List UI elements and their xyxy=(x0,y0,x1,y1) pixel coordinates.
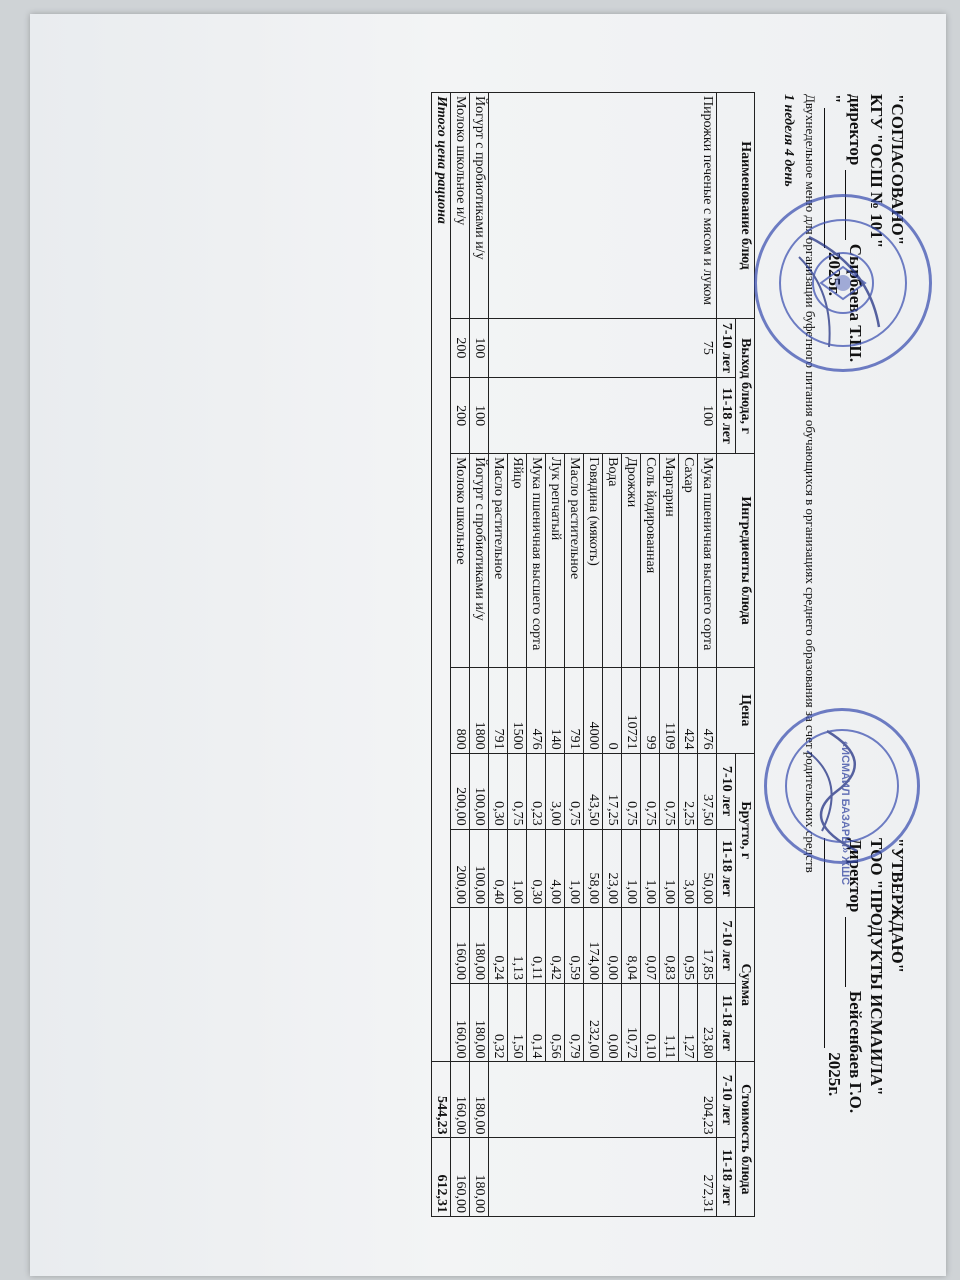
header-age2: 11-18 лет xyxy=(717,378,736,454)
yield-7-10-cell: 75 xyxy=(489,318,717,377)
signature-icon xyxy=(767,711,917,861)
gross-7-10-cell: 0,75 xyxy=(641,753,660,829)
gross-11-18-cell: 1,00 xyxy=(508,829,527,907)
sum-7-10-cell: 174,00 xyxy=(584,908,603,984)
approval-left-title: "СОГЛАСОВАНО" xyxy=(888,94,907,246)
yield-7-10-cell: 200 xyxy=(451,318,470,377)
sum-7-10-cell: 0,59 xyxy=(565,908,584,984)
sum-7-10-cell: 160,00 xyxy=(451,908,470,984)
header-age2: 11-18 лет xyxy=(717,1138,736,1217)
cost-7-10-cell: 180,00 xyxy=(470,1062,489,1138)
paper-sheet xyxy=(30,14,946,1276)
header-yield: Выход блюда, г xyxy=(736,318,755,453)
approval-left-org: КГУ "ОСШ № 101" xyxy=(867,94,886,249)
gross-7-10-cell: 0,75 xyxy=(660,753,679,829)
sum-11-18-cell: 10,72 xyxy=(622,984,641,1062)
gross-11-18-cell: 200,00 xyxy=(451,829,470,907)
gross-7-10-cell: 200,00 xyxy=(451,753,470,829)
dish-name-cell: Пирожки печеные с мясом и луком xyxy=(489,93,717,319)
ingredient-cell: Йогурт с пробиотиками и/у xyxy=(470,454,489,668)
price-cell: 791 xyxy=(489,668,508,754)
date-line xyxy=(824,838,839,1048)
ingredient-cell: Мука пшеничная высшего сорта xyxy=(698,454,717,668)
gross-11-18-cell: 0,40 xyxy=(489,829,508,907)
menu-subtitle: Двухнедельное меню для организации буфетного питания обучающихся в организациях среднего образования за счет родительских средств xyxy=(803,94,818,873)
gross-7-10-cell: 43,50 xyxy=(584,753,603,829)
gross-11-18-cell: 0,30 xyxy=(527,829,546,907)
approval-right-role: Директор xyxy=(846,838,865,913)
price-cell: 476 xyxy=(527,668,546,754)
sum-11-18-cell: 232,00 xyxy=(584,984,603,1062)
approval-left-date: 2025г. xyxy=(825,251,844,297)
sum-11-18-cell: 0,14 xyxy=(527,984,546,1062)
gross-7-10-cell: 3,00 xyxy=(546,753,565,829)
sum-7-10-cell: 0,00 xyxy=(603,908,622,984)
dish-name-cell: Йогурт с пробиотиками и/у xyxy=(470,93,489,319)
stamp-text: «ИСМАИЛ БАЗАРЫ» ЖШС xyxy=(839,741,851,886)
header-age2: 11-18 лет xyxy=(717,829,736,907)
approval-left-date-prefix: " xyxy=(825,94,844,104)
approval-right-org: ТОО "ПРОДУКТЫ ИСМАИЛА" xyxy=(867,838,886,1096)
approval-right-title: "УТВЕРЖДАЮ" xyxy=(888,838,907,974)
ingredient-cell: Лук репчатый xyxy=(546,454,565,668)
gross-7-10-cell: 0,23 xyxy=(527,753,546,829)
table-header-row xyxy=(736,93,755,1217)
ingredient-cell: Соль йодированная xyxy=(641,454,660,668)
gross-7-10-cell: 37,50 xyxy=(698,753,717,829)
gross-7-10-cell: 2,25 xyxy=(679,753,698,829)
sum-11-18-cell: 0,79 xyxy=(565,984,584,1062)
signature-line xyxy=(845,917,860,987)
gross-11-18-cell: 100,00 xyxy=(470,829,489,907)
header-age2: 11-18 лет xyxy=(717,984,736,1062)
gross-11-18-cell: 1,00 xyxy=(660,829,679,907)
sum-7-10-cell: 0,11 xyxy=(527,908,546,984)
header-age1: 7-10 лет xyxy=(717,318,736,377)
price-cell: 800 xyxy=(451,668,470,754)
gross-11-18-cell: 3,00 xyxy=(679,829,698,907)
yield-11-18-cell: 200 xyxy=(451,378,470,454)
sum-11-18-cell: 0,00 xyxy=(603,984,622,1062)
yield-11-18-cell: 100 xyxy=(470,378,489,454)
gross-7-10-cell: 0,75 xyxy=(622,753,641,829)
header-gross: Брутто, г xyxy=(736,753,755,907)
gross-7-10-cell: 0,30 xyxy=(489,753,508,829)
sum-11-18-cell: 0,32 xyxy=(489,984,508,1062)
total-label: Итого цена рациона xyxy=(432,93,451,1062)
price-cell: 140 xyxy=(546,668,565,754)
cost-11-18-cell: 272,31 xyxy=(489,1138,717,1217)
price-cell: 0 xyxy=(603,668,622,754)
sum-7-10-cell: 0,24 xyxy=(489,908,508,984)
left-round-stamp xyxy=(754,194,932,372)
price-cell: 476 xyxy=(698,668,717,754)
header-cost: Стоимость блюда xyxy=(736,1062,755,1217)
approval-left-name: Сырбаева Т.Ш. xyxy=(846,243,865,363)
gross-11-18-cell: 1,00 xyxy=(641,829,660,907)
gross-11-18-cell: 50,00 xyxy=(698,829,717,907)
sum-7-10-cell: 180,00 xyxy=(470,908,489,984)
gross-7-10-cell: 100,00 xyxy=(470,753,489,829)
cost-7-10-cell: 204,23 xyxy=(489,1062,717,1138)
cost-11-18-cell: 160,00 xyxy=(451,1138,470,1217)
header-age1: 7-10 лет xyxy=(717,908,736,984)
price-cell: 4000 xyxy=(584,668,603,754)
price-cell: 1500 xyxy=(508,668,527,754)
document-rotated xyxy=(30,18,930,1268)
sum-11-18-cell: 160,00 xyxy=(451,984,470,1062)
week-label: 1 неделя 4 день xyxy=(781,94,796,187)
gross-7-10-cell: 0,75 xyxy=(565,753,584,829)
sum-7-10-cell: 1,13 xyxy=(508,908,527,984)
ingredient-cell: Дрожжи xyxy=(622,454,641,668)
total-cost-11-18: 612,31 xyxy=(432,1138,451,1217)
sum-7-10-cell: 17,85 xyxy=(698,908,717,984)
gross-7-10-cell: 0,75 xyxy=(508,753,527,829)
gross-11-18-cell: 4,00 xyxy=(546,829,565,907)
header-dish: Наименование блюд xyxy=(717,93,755,319)
gross-11-18-cell: 1,00 xyxy=(622,829,641,907)
sum-11-18-cell: 1,27 xyxy=(679,984,698,1062)
gross-7-10-cell: 17,25 xyxy=(603,753,622,829)
price-cell: 1109 xyxy=(660,668,679,754)
ingredient-cell: Мука пшеничная высшего сорта xyxy=(527,454,546,668)
approval-right-name: Бейсенбаев Г.О. xyxy=(846,990,865,1114)
ingredient-cell: Яйцо xyxy=(508,454,527,668)
dish-name-cell: Молоко школьное и/у xyxy=(451,93,470,319)
header-price: Цена xyxy=(717,668,755,754)
table-row xyxy=(451,93,470,1217)
ingredient-cell: Масло растительное xyxy=(565,454,584,668)
header-ingredients: Ингредиенты блюда xyxy=(717,454,755,668)
sum-7-10-cell: 8,04 xyxy=(622,908,641,984)
menu-table xyxy=(431,92,755,1217)
total-cost-7-10: 544,23 xyxy=(432,1062,451,1138)
ingredient-cell: Сахар xyxy=(679,454,698,668)
sum-7-10-cell: 0,42 xyxy=(546,908,565,984)
yield-11-18-cell: 100 xyxy=(489,378,717,454)
gross-11-18-cell: 23,00 xyxy=(603,829,622,907)
table-row xyxy=(470,93,489,1217)
price-cell: 99 xyxy=(641,668,660,754)
approval-left-role: директор xyxy=(846,94,865,166)
header-age1: 7-10 лет xyxy=(717,1062,736,1138)
gross-11-18-cell: 58,00 xyxy=(584,829,603,907)
ingredient-cell: Молоко школьное xyxy=(451,454,470,668)
header-age1: 7-10 лет xyxy=(717,753,736,829)
sum-11-18-cell: 1,11 xyxy=(660,984,679,1062)
sum-7-10-cell: 0,07 xyxy=(641,908,660,984)
approval-right-date: 2025г. xyxy=(825,1052,844,1097)
header-sum: Сумма xyxy=(736,908,755,1062)
sum-11-18-cell: 1,50 xyxy=(508,984,527,1062)
sum-11-18-cell: 0,56 xyxy=(546,984,565,1062)
ingredient-cell: Вода xyxy=(603,454,622,668)
stamp-emblem-icon xyxy=(757,197,929,369)
table-body xyxy=(451,93,717,1217)
price-cell: 791 xyxy=(565,668,584,754)
price-cell: 10721 xyxy=(622,668,641,754)
total-row xyxy=(432,93,451,1217)
yield-7-10-cell: 100 xyxy=(470,318,489,377)
sum-11-18-cell: 180,00 xyxy=(470,984,489,1062)
ingredient-cell: Масло растительное xyxy=(489,454,508,668)
gross-11-18-cell: 1,00 xyxy=(565,829,584,907)
sum-11-18-cell: 23,80 xyxy=(698,984,717,1062)
ingredient-cell: Маргарин xyxy=(660,454,679,668)
table-row xyxy=(698,93,717,1217)
sum-7-10-cell: 0,83 xyxy=(660,908,679,984)
sum-11-18-cell: 0,10 xyxy=(641,984,660,1062)
price-cell: 424 xyxy=(679,668,698,754)
cost-7-10-cell: 160,00 xyxy=(451,1062,470,1138)
approval-right-block xyxy=(824,838,908,1113)
sum-7-10-cell: 0,95 xyxy=(679,908,698,984)
ingredient-cell: Говядина (мякоть) xyxy=(584,454,603,668)
price-cell: 1800 xyxy=(470,668,489,754)
cost-11-18-cell: 180,00 xyxy=(470,1138,489,1217)
